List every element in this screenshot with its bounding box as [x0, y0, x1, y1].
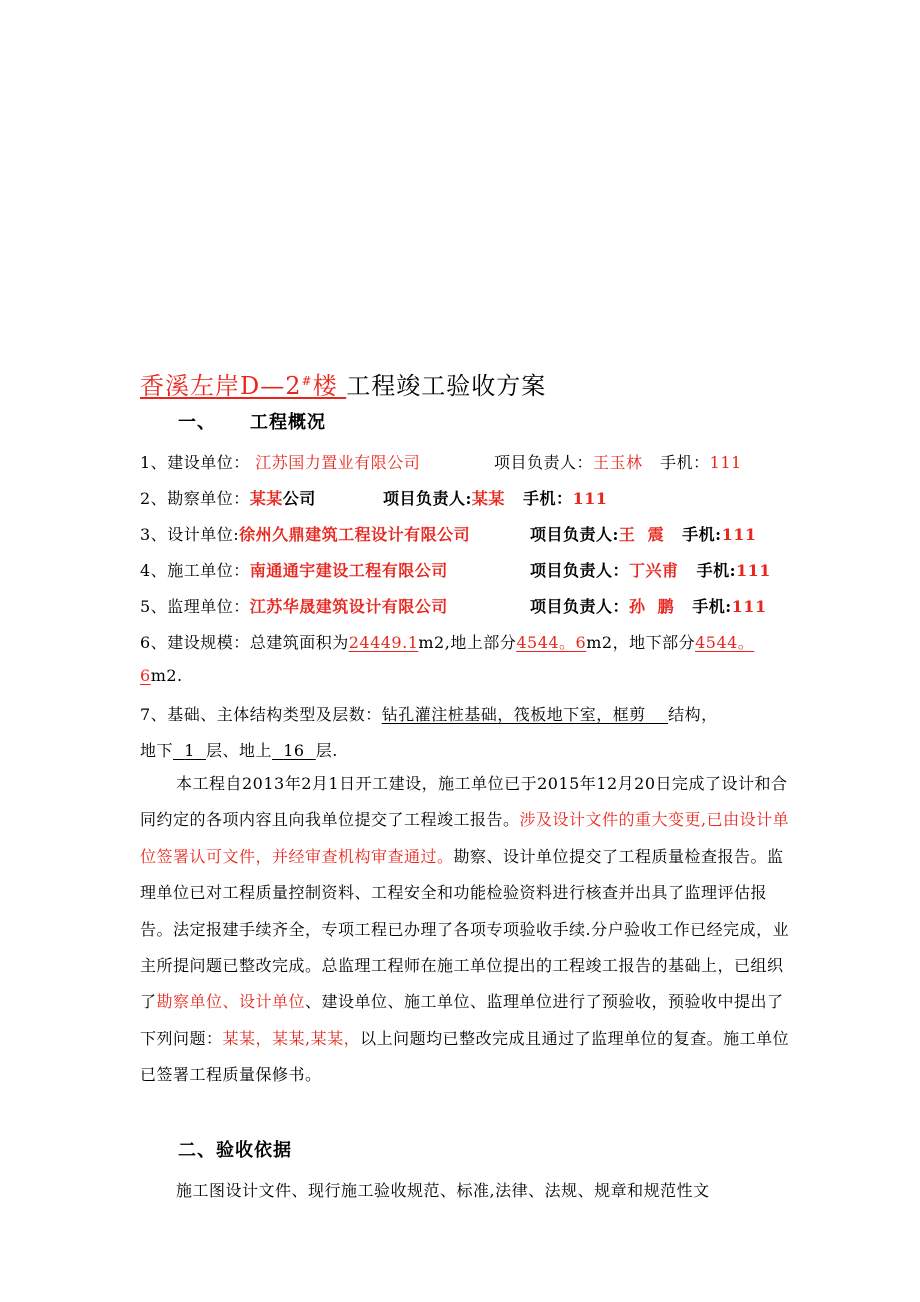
contractor-manager: 丁兴甫 [629, 561, 679, 580]
total-area: 24449.1 [348, 633, 419, 652]
contractor-company: 南通通宇建设工程有限公司 [249, 561, 448, 580]
document-title [140, 366, 546, 401]
unit-mgr-construction: 项目负责人：王玉林 手机：111 [494, 453, 742, 472]
unit-mgr-survey: 项目负责人:某某 手机：111 [383, 489, 608, 508]
unit-row-design: 3、设计单位:徐州久鼎建筑工程设计有限公司 [140, 525, 471, 544]
title-project: 香溪左岸D—2#楼 [140, 372, 338, 400]
structure-type: 钻孔灌注桩基础，筏板地下室，框剪 [381, 705, 646, 724]
title-suffix: 工程竣工验收方案 [346, 372, 547, 400]
construction-manager: 王玉林 [593, 453, 643, 472]
unit-row-supervisor: 5、监理单位：江苏华晟建筑设计有限公司 [140, 597, 448, 616]
unit-mgr-contractor: 项目负责人：丁兴甫 手机:111 [530, 561, 771, 580]
structure-line-2: 地下 1 层、地上 16 层. [140, 741, 338, 760]
supervisor-manager: 孙 鹏 [629, 597, 675, 616]
survey-company: 某某 [249, 489, 283, 508]
unit-mgr-design: 项目负责人:王 震 手机:111 [530, 525, 757, 544]
above-ground-area: 4544。6 [516, 633, 587, 652]
unit-row-survey: 2、勘察单位：某某公司 [140, 489, 316, 508]
construction-company: 江苏国力置业有限公司 [255, 453, 421, 472]
survey-manager: 某某 [471, 489, 505, 508]
basis-paragraph: 施工图设计文件、现行施工验收规范、标准,法律、法规、规章和规范性文 [176, 1181, 710, 1200]
section-heading-basis: 二、验收依据 [178, 1140, 292, 1161]
scale-line-2: 6m2. [140, 666, 183, 685]
floors-above: 16 [283, 741, 305, 760]
unit-row-contractor: 4、施工单位：南通通宇建设工程有限公司 [140, 561, 448, 580]
design-company: 徐州久鼎建筑工程设计有限公司 [239, 525, 471, 544]
unit-row-construction: 1、建设单位： 江苏国力置业有限公司 [140, 453, 421, 472]
unit-mgr-supervisor: 项目负责人：孙 鹏 手机:111 [530, 597, 767, 616]
floors-below: 1 [184, 741, 195, 760]
supervisor-company: 江苏华晟建筑设计有限公司 [249, 597, 448, 616]
below-ground-area: 4544。 [695, 633, 755, 652]
section-heading-overview: 一、 工程概况 [178, 412, 326, 433]
scale-line-1: 6、建设规模：总建筑面积为24449.1m2,地上部分4544。6m2，地下部分4544。 [140, 633, 755, 652]
structure-line-1: 7、基础、主体结构类型及层数：钻孔灌注桩基础，筏板地下室，框剪 结构， [140, 705, 718, 724]
design-manager: 王 震 [618, 525, 665, 544]
overview-paragraph: 本工程自2013年2月1日开工建设，施工单位已于2015年12月20日完成了设计和合同约定的各项内容且向我单位提交了工程竣工报告。涉及设计文件的重大变更,已由设计单位签署认可文件，并经审查机构审查通过。勘察、设计单位提交了工程质量检查报告。监理单位已对工程质量控制资料、工程安全和功能检验资料进行核查并出具了监理评估报告。法定报建手续齐全，专项工程已办理了各项专项验收手续.分户验收工作已经完成，业主所提问题已整改完成。总监理工程师在施工单位提出的工程竣工报告的基础上，已组织了勘察单位、设计单位、建设单位、施工单位、监理单位进行了预验收，预验收中提出了下列问题：某某，某某,某某，以上问题均已整改完成且通过了监理单位的复查。施工单位已签署工程质量保修书。 [140, 774, 790, 1085]
